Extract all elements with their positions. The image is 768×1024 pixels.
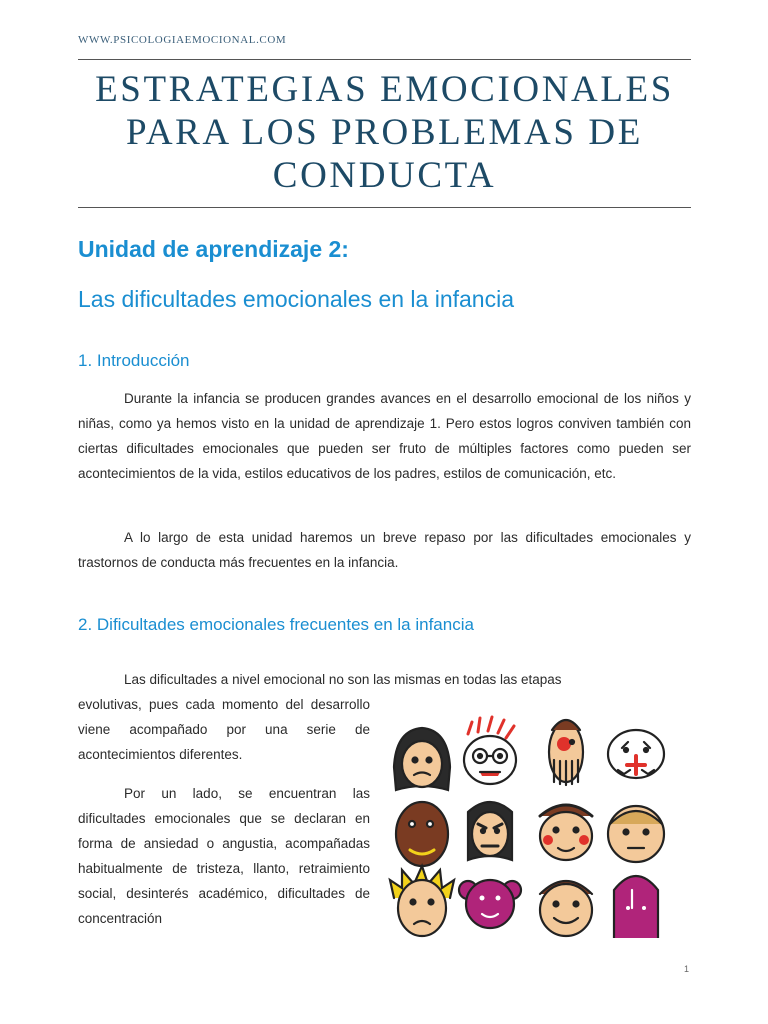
unit-heading: Unidad de aprendizaje 2: — [78, 236, 349, 262]
site-url[interactable]: WWW.PSICOLOGIAEMOCIONAL.COM — [78, 34, 287, 46]
face-peach — [540, 805, 592, 860]
intro-paragraph-1: Durante la infancia se producen grandes avances en el desarrollo emocional de los niños y niñas, como ya hemos visto en la unidad de aprendizaje 1. Pero estos logros conviven también con ciertas dificultades emocionales que pueden ser fruto de múltiples factores como pueden ser acontecimientos de la vida, estilos educativos de los padres, estilos de comunicación, etc. — [78, 391, 691, 481]
face-spiky-yellow — [390, 866, 454, 936]
face-dark-hair — [394, 728, 450, 790]
face-angry — [468, 802, 512, 860]
face-magenta — [459, 880, 521, 928]
face-magenta-tall — [614, 876, 658, 938]
header-rule-top — [78, 59, 691, 60]
face-smile — [540, 881, 592, 936]
header-rule-bottom — [78, 207, 691, 208]
unit-subtitle: Las dificultades emocionales en la infancia — [78, 286, 514, 312]
face-glasses — [464, 717, 516, 784]
page-number: 1 — [684, 964, 690, 974]
children-faces-illustration — [388, 712, 676, 938]
face-yellow-round — [608, 806, 664, 862]
face-striped — [549, 720, 583, 785]
intro-paragraph-2: A lo largo de esta unidad haremos un breve repaso por las dificultades emocionales y trastornos de conducta más frecuentes en la infancia. — [78, 530, 691, 570]
face-red-cross — [608, 730, 664, 778]
document-title: ESTRATEGIAS EMOCIONALES PARA LOS PROBLEMAS DE CONDUCTA — [95, 69, 674, 196]
section-heading-introduction: 1. Introducción — [78, 351, 190, 370]
difficulties-paragraph-1-continued: evolutivas, pues cada momento del desarrollo viene acompañado por una serie de acontecimientos diferentes. — [78, 697, 370, 762]
section-heading-difficulties: 2. Dificultades emocionales frecuentes en la infancia — [78, 615, 474, 634]
difficulties-paragraph-1: Las dificultades a nivel emocional no son las mismas en todas las etapas — [124, 672, 562, 687]
face-brown — [396, 802, 448, 866]
difficulties-paragraph-2: Por un lado, se encuentran las dificultades emocionales que se declaran en forma de ansiedad o angustia, acompañadas habitualmente de tristeza, llanto, retraimiento social, desinterés académico, dificultades de concentración — [78, 786, 370, 926]
